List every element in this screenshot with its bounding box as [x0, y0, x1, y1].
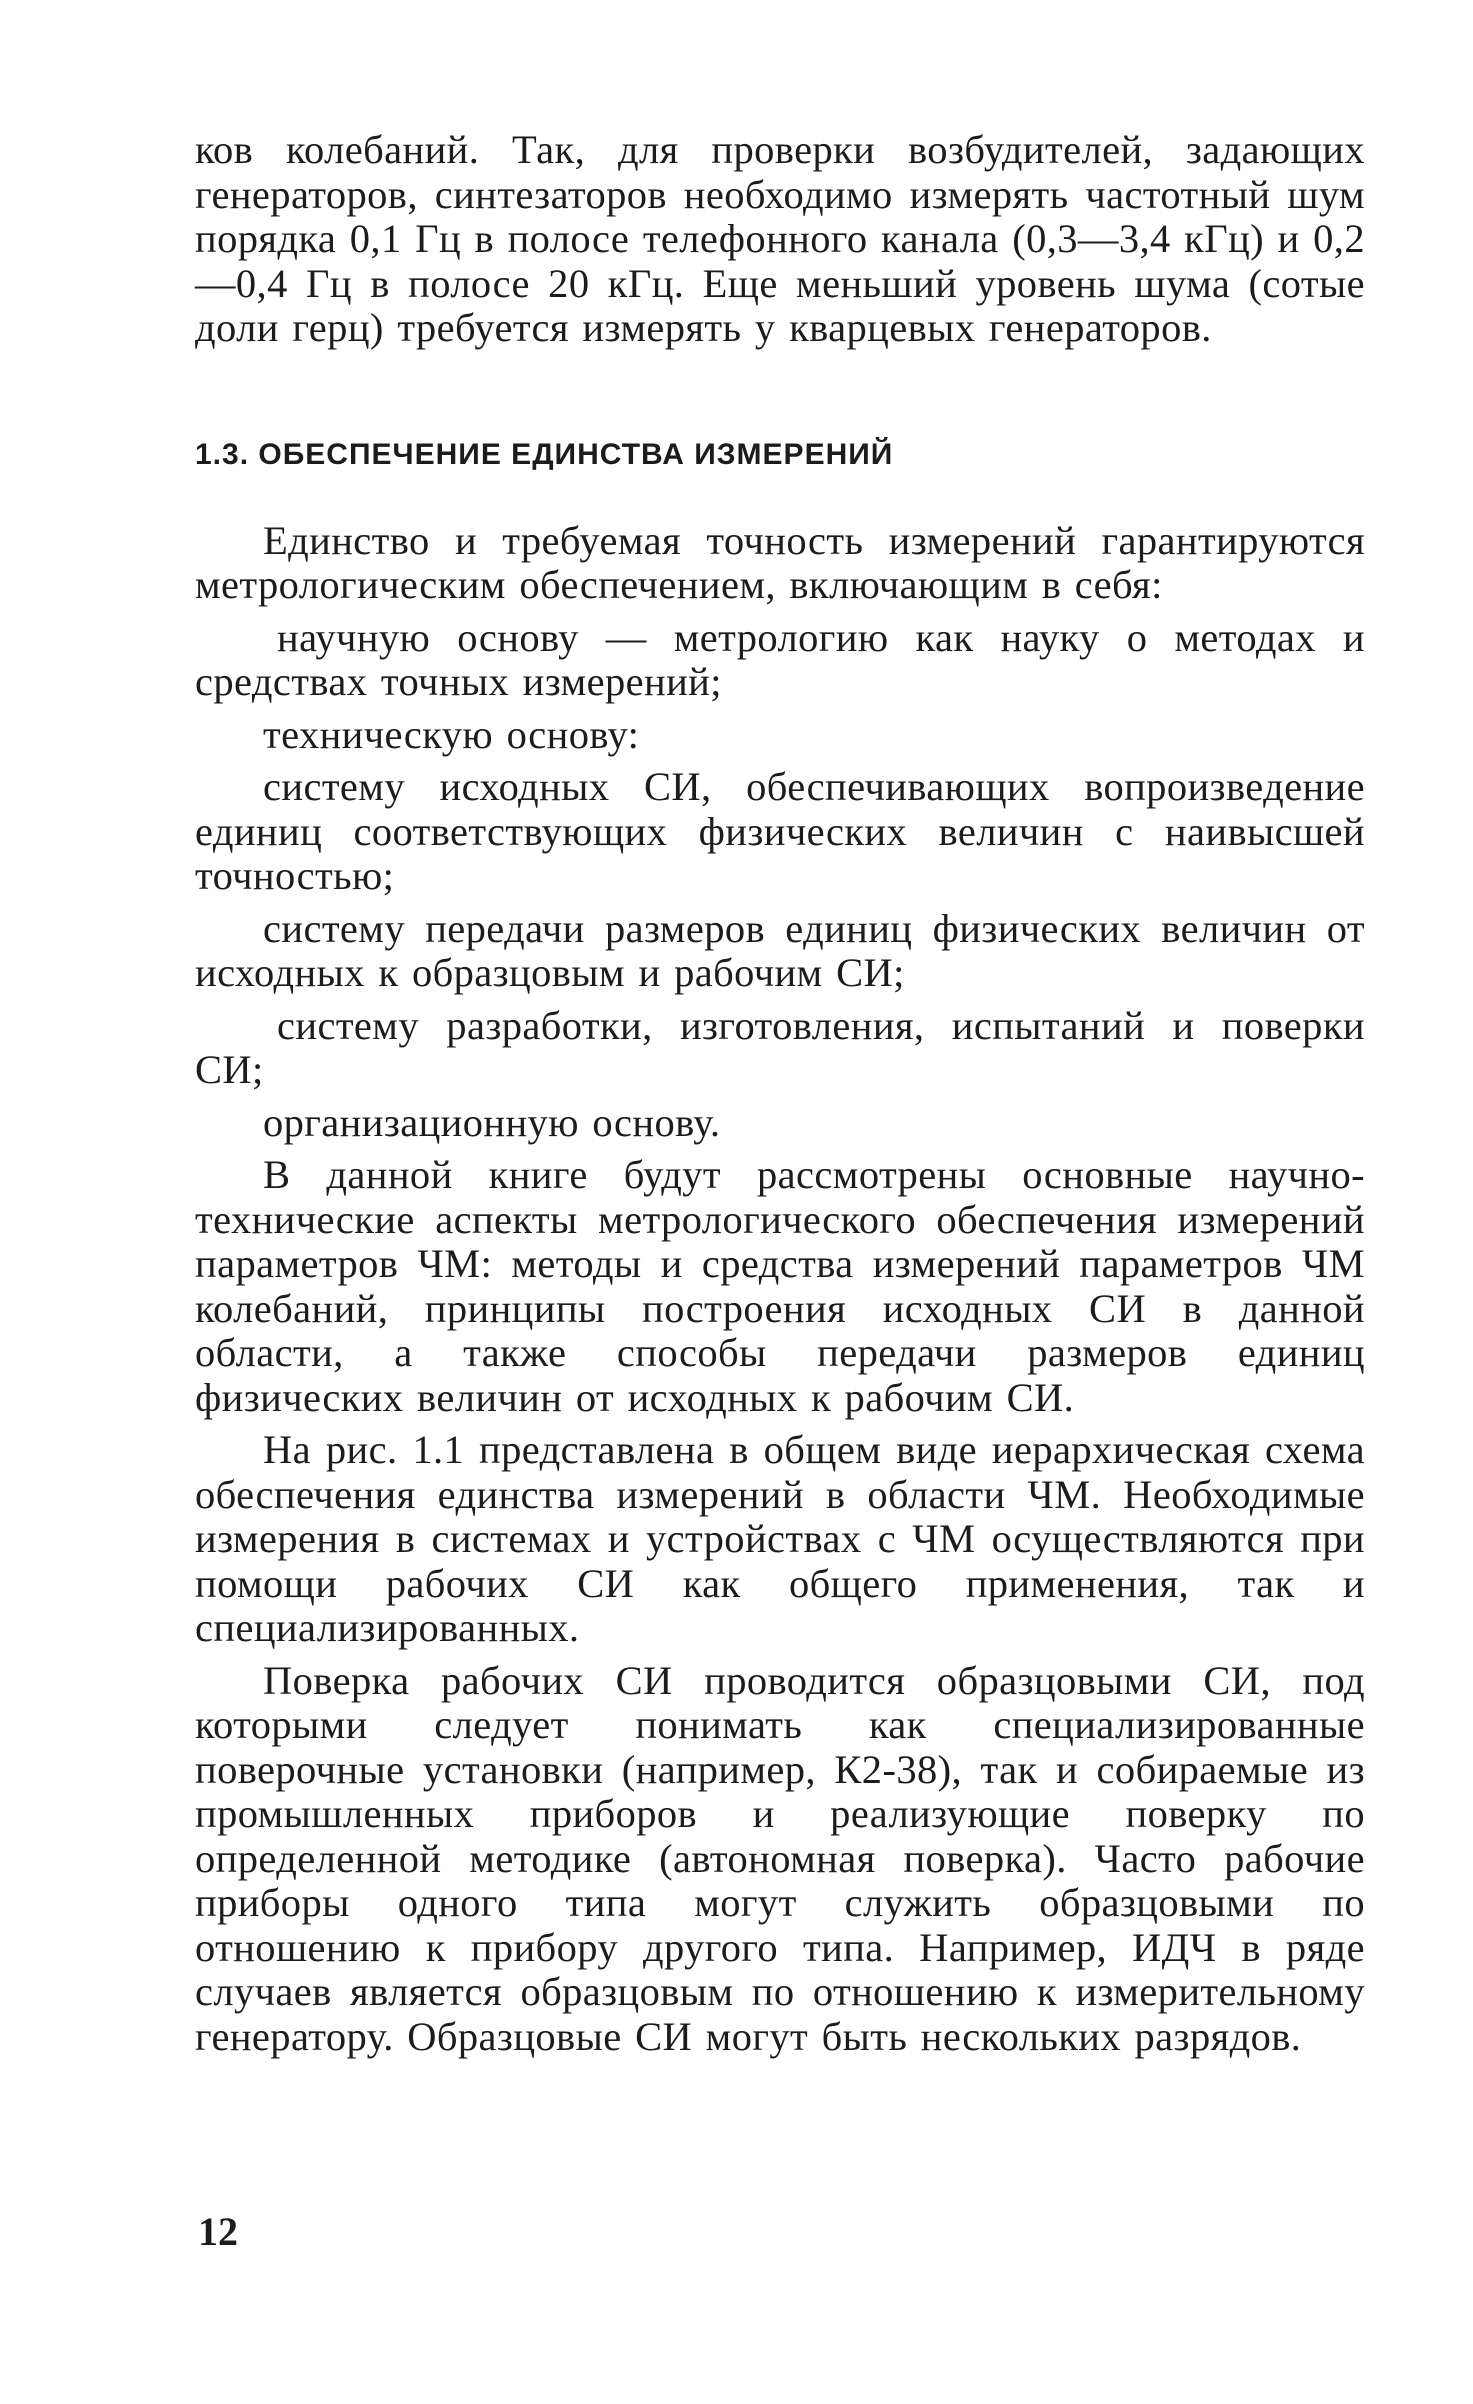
paragraph-verification: Поверка рабочих СИ проводится образцовыми СИ, под которыми следует понимать как специализированные поверочные установки (например, К2-38), так и собираемые из промышленных приборов и реализующие поверку по определенной методике (автономная поверка). Часто рабочие приборы одного типа могут служить образцовыми по отношению к прибору другого типа. Например, ИДЧ в ряде случаев является образцовым по отношению к измерительному генератору. Образцовые СИ могут быть нескольких разрядов.	[195, 1657, 1365, 2059]
page-number: 12	[198, 2209, 238, 2254]
paragraph-figure-reference: На рис. 1.1 представлена в общем виде иерархическая схема обеспечения единства измерений в области ЧМ. Необходимые измерения в системах и устройствах с ЧМ осуществляются при помощи рабочих СИ как общего применения, так и специализированных.	[195, 1427, 1365, 1650]
paragraph-development-system: систему разработки, изготовления, испытаний и поверки СИ;	[195, 1002, 1365, 1092]
paragraph-organizational-basis: организационную основу.	[263, 1099, 721, 1145]
page-body	[195, 128, 1365, 2059]
section-heading: 1.3. ОБЕСПЕЧЕНИЕ ЕДИНСТВА ИЗМЕРЕНИЙ	[195, 437, 894, 471]
paragraph-transfer-system: систему передачи размеров единиц физических величин от исходных к образцовым и рабочим СИ;	[195, 905, 1365, 995]
paragraph-technical-basis: техническую основу:	[263, 711, 640, 757]
paragraph-source-si-system: систему исходных СИ, обеспечивающих вопроизведение единиц соответствующих физических величин с наивысшей точностью;	[195, 764, 1365, 898]
paragraph-book-scope: В данной книге будут рассмотрены основные научно-технические аспекты метрологического обеспечения измерений параметров ЧМ: методы и средства измерений параметров ЧМ колебаний, принципы построения исходных СИ в данной области, а также способы передачи размеров единиц физических величин от исходных к рабочим СИ.	[195, 1152, 1365, 1420]
paragraph-scientific-basis: научную основу — метрологию как науку о методах и средствах точных измерений;	[195, 614, 1365, 704]
intro-paragraph: ков колебаний. Так, для проверки возбудителей, задающих генераторов, синтезаторов необходимо измерять частотный шум порядка 0,1 Гц в полосе телефонного канала (0,3—3,4 кГц) и 0,2—0,4 Гц в полосе 20 кГц. Еще меньший уровень шума (сотые доли герц) требуется измерять у кварцевых генераторов.	[195, 127, 1365, 350]
paragraph-metrology-intro: Единство и требуемая точность измерений гарантируются метрологическим обеспечением, включающим в себя:	[195, 517, 1365, 607]
